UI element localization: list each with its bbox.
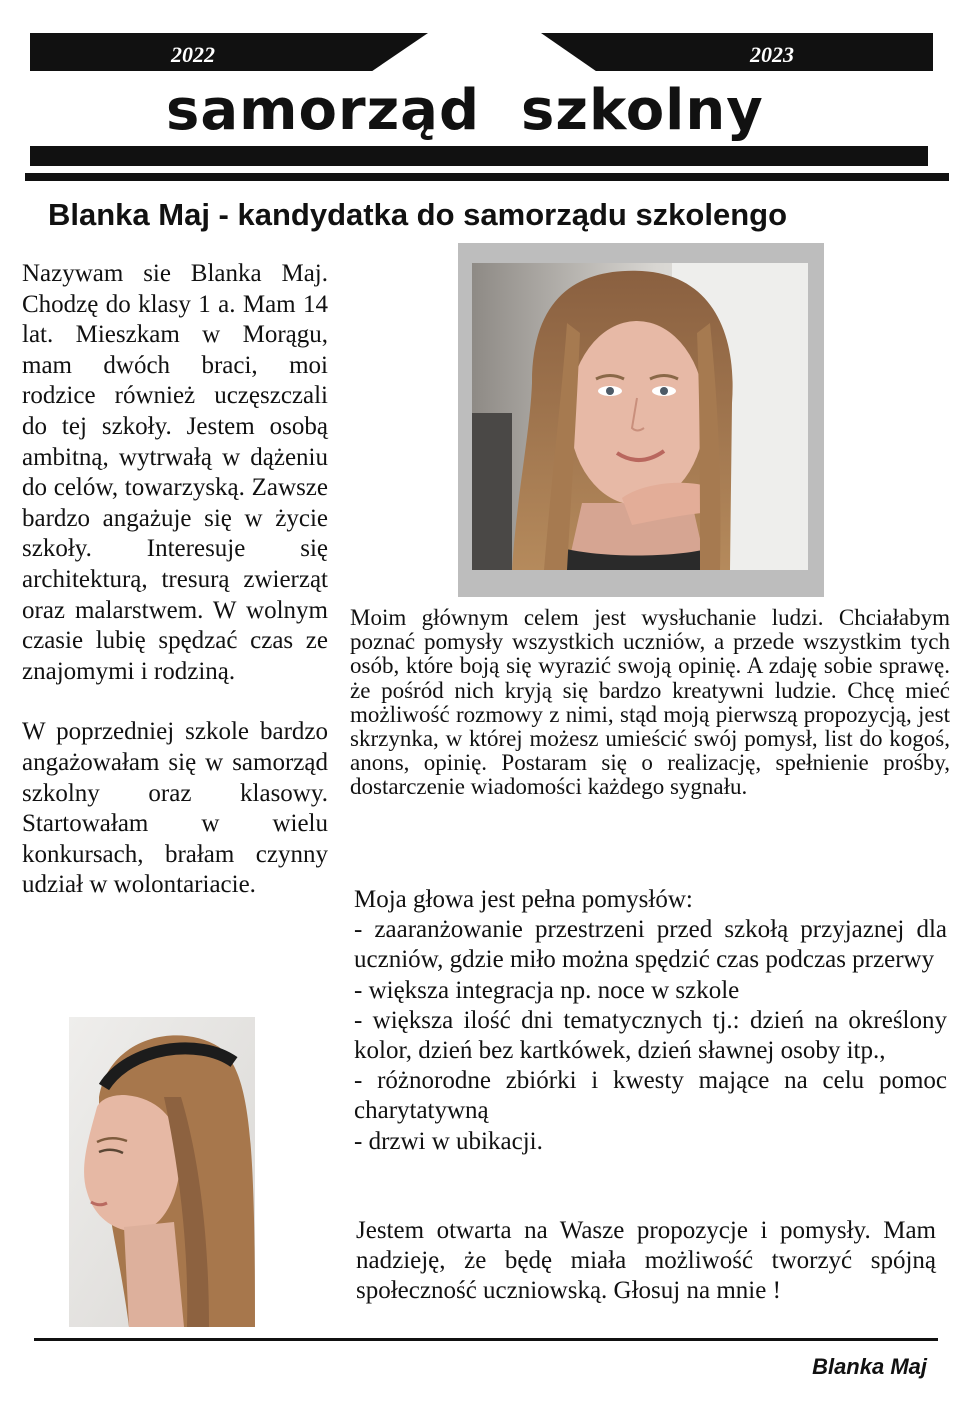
intro-paragraph-1: Nazywam sie Blanka Maj. Chodzę do klasy 1 a. Mam 14 lat. Mieszkam w Morągu, mam dwóch braci, moi rodzice również uczęszczali do tej szkoły. Jestem osobą ambitną, wytrwałą w dążeniu do celów, towarzyską. Zawsze bardzo angażuje się w życie szkoły. Interesuje się architekturą, tresurą zwierząt oraz malarstwem. W wolnym czasie lubię spędzać czas ze znajomymi i rodziną. <box>22 260 328 685</box>
idea-item: - zaaranżowanie przestrzeni przed szkołą przyjaznej dla uczniów, gdzie miło można spędzić czas podczas przerwy <box>354 916 947 974</box>
closing-paragraph: Jestem otwarta na Wasze propozycje i pomysły. Mam nadzieję, że będę miała możliwość tworzyć spójną społeczność uczniowską. Głosuj na mnie ! <box>356 1217 936 1304</box>
intro-column <box>22 259 328 901</box>
year-start: 2022 <box>171 42 215 67</box>
idea-item: - większa integracja np. noce w szkole <box>354 976 740 1004</box>
intro-paragraph-2: W poprzedniej szkole bardzo angażowałam się w samorząd szkolny oraz klasowy. Startowałam w wielu konkursach, brałam czynny udział w wolontariacie. <box>22 718 328 899</box>
idea-item: - większa ilość dni tematycznych tj.: dzień na określony kolor, dzień bez kartkówek, dzień sławnej osoby itp., <box>354 1006 947 1065</box>
signature: Blanka Maj <box>812 1354 927 1379</box>
idea-item: - drzwi w ubikacji. <box>354 1127 543 1155</box>
portrait-photo <box>472 263 808 570</box>
ideas-section <box>354 885 947 1157</box>
masthead-rule-thick <box>30 146 928 166</box>
masthead-banner-right <box>541 33 933 71</box>
masthead-banner-left <box>30 33 428 71</box>
year-end: 2023 <box>750 42 794 67</box>
goal-paragraph: Moim głównym celem jest wysłuchanie ludzi. Chciałabym poznać pomysły wszystkich uczniów, a przede wszystkim tych osób, które boją się wyrazić swoją opinię. A zdaję sobie sprawę. że pośród nich kryją się bardzo kreatywni ludzie. Chcę mieć możliwość rozmowy z nimi, stąd moją pierwszą propozycją, jest skrzynka, w której możesz umieścić swój pomysł, list do kogoś, anons, opinię. Postaram się o realizację, spełnienie prośby, dostarczenie wiadomości każdego sygnału. <box>350 605 950 800</box>
masthead-rule-thin <box>25 173 949 181</box>
profile-photo <box>69 1017 255 1327</box>
footer-rule <box>34 1338 938 1341</box>
masthead-title: samorząd szkolny <box>166 78 764 143</box>
idea-item: - różnorodne zbiórki i kwesty mające na celu pomoc charytatywną <box>354 1067 947 1125</box>
ideas-intro: Moja głowa jest pełna pomysłów: <box>354 886 693 913</box>
page-headline: Blanka Maj - kandydatka do samorządu szkolengo <box>48 197 788 232</box>
